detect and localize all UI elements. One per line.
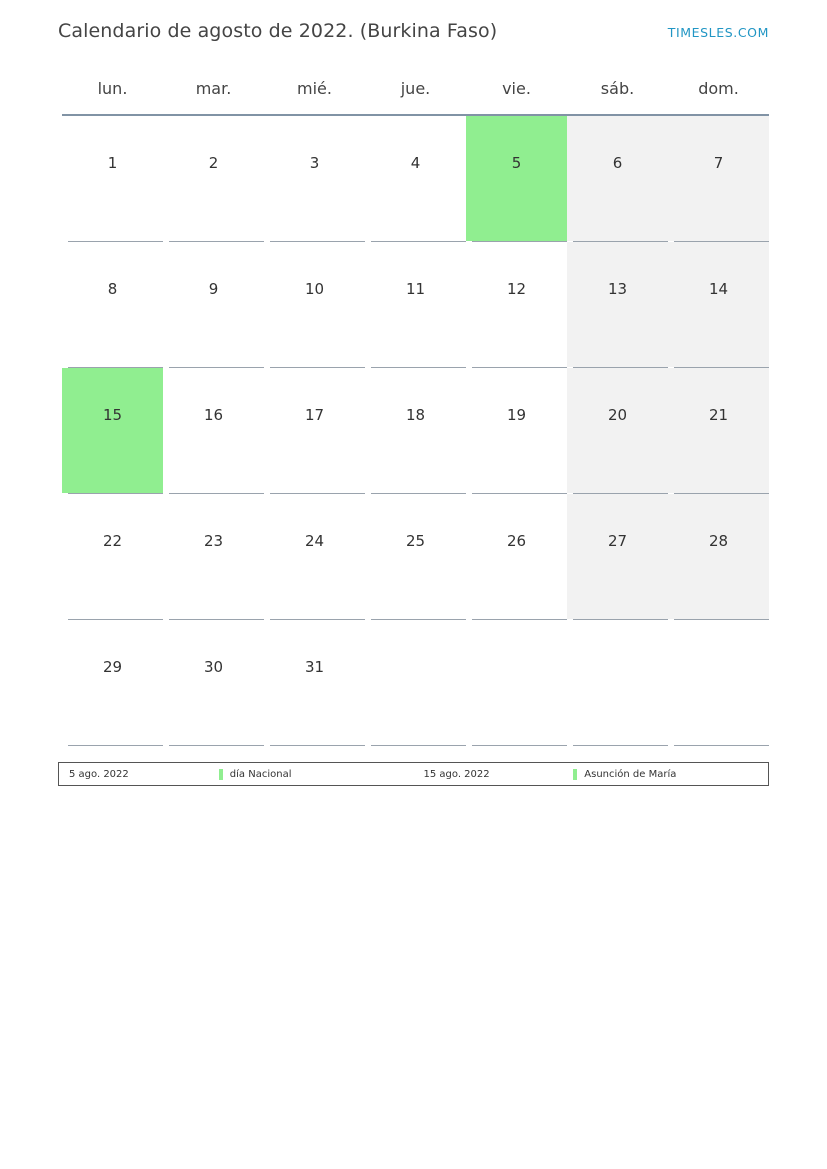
calendar-day-cell[interactable] — [163, 620, 264, 746]
day-number: 5 — [511, 154, 522, 172]
calendar-day-cell[interactable] — [264, 620, 365, 746]
day-number: 7 — [713, 154, 724, 172]
day-number: 22 — [102, 532, 123, 550]
day-number: 21 — [708, 406, 729, 424]
day-number: 23 — [203, 532, 224, 550]
weekday-header: sáb. — [567, 78, 668, 115]
calendar-day-cell[interactable] — [567, 242, 668, 368]
day-number — [466, 620, 567, 660]
day-number: 8 — [107, 280, 118, 298]
calendar-week-row — [62, 115, 769, 242]
calendar-day-cell[interactable] — [668, 242, 769, 368]
day-number: 29 — [102, 658, 123, 676]
day-number: 3 — [309, 154, 320, 172]
day-number: 4 — [410, 154, 421, 172]
calendar-day-cell[interactable] — [365, 368, 466, 494]
calendar-day-cell[interactable] — [466, 115, 567, 242]
calendar-day-cell[interactable] — [163, 494, 264, 620]
calendar-day-cell[interactable] — [163, 242, 264, 368]
calendar-cell-empty — [567, 620, 668, 746]
calendar-day-cell[interactable] — [466, 242, 567, 368]
calendar-day-cell[interactable] — [163, 115, 264, 242]
day-number: 26 — [506, 532, 527, 550]
day-number: 27 — [607, 532, 628, 550]
day-number: 17 — [304, 406, 325, 424]
calendar-day-cell[interactable] — [264, 115, 365, 242]
calendar-day-cell[interactable] — [62, 242, 163, 368]
holiday-legend — [58, 762, 769, 786]
calendar-day-cell[interactable] — [466, 494, 567, 620]
calendar-day-cell[interactable] — [365, 494, 466, 620]
calendar-container — [62, 78, 765, 746]
legend-label: día Nacional — [229, 768, 292, 780]
calendar-day-cell[interactable] — [668, 368, 769, 494]
calendar-day-cell[interactable] — [264, 242, 365, 368]
calendar-day-cell[interactable] — [668, 115, 769, 242]
day-number — [567, 620, 668, 660]
day-number: 15 — [102, 406, 123, 424]
weekday-header: mar. — [163, 78, 264, 115]
weekday-header: jue. — [365, 78, 466, 115]
day-number: 16 — [203, 406, 224, 424]
legend-date: 5 ago. 2022 — [69, 768, 129, 780]
day-number: 25 — [405, 532, 426, 550]
calendar-day-cell[interactable] — [365, 115, 466, 242]
calendar-day-cell[interactable] — [264, 368, 365, 494]
calendar-day-cell[interactable] — [567, 115, 668, 242]
calendar-day-cell[interactable] — [62, 494, 163, 620]
holiday-color-swatch — [219, 769, 223, 780]
day-number: 18 — [405, 406, 426, 424]
calendar-day-cell[interactable] — [365, 242, 466, 368]
day-number: 1 — [107, 154, 118, 172]
day-number: 30 — [203, 658, 224, 676]
day-number: 14 — [708, 280, 729, 298]
calendar-body — [62, 115, 769, 746]
calendar-day-cell[interactable] — [567, 494, 668, 620]
calendar-day-cell[interactable] — [62, 620, 163, 746]
day-number: 12 — [506, 280, 527, 298]
weekday-header: dom. — [668, 78, 769, 115]
site-brand[interactable]: TIMESLES.COM — [667, 25, 769, 40]
calendar-day-cell[interactable] — [668, 494, 769, 620]
day-number — [365, 620, 466, 660]
calendar-day-cell[interactable] — [62, 368, 163, 494]
day-number: 28 — [708, 532, 729, 550]
weekday-header: mié. — [264, 78, 365, 115]
calendar-week-row — [62, 620, 769, 746]
calendar-day-cell[interactable] — [466, 368, 567, 494]
calendar-head — [62, 78, 769, 115]
calendar-week-row — [62, 242, 769, 368]
calendar-day-cell[interactable] — [567, 368, 668, 494]
day-number: 24 — [304, 532, 325, 550]
calendar-day-cell[interactable] — [163, 368, 264, 494]
day-number: 6 — [612, 154, 623, 172]
day-number: 31 — [304, 658, 325, 676]
day-number: 9 — [208, 280, 219, 298]
page-header — [0, 0, 827, 42]
day-number: 10 — [304, 280, 325, 298]
holiday-color-swatch — [573, 769, 577, 780]
calendar-cell-empty — [365, 620, 466, 746]
day-number — [668, 620, 769, 660]
calendar-table — [62, 78, 769, 746]
day-number: 13 — [607, 280, 628, 298]
calendar-week-row — [62, 368, 769, 494]
weekday-header: lun. — [62, 78, 163, 115]
legend-date: 15 ago. 2022 — [423, 768, 490, 780]
day-number: 2 — [208, 154, 219, 172]
day-number: 20 — [607, 406, 628, 424]
legend-entry — [563, 769, 768, 780]
day-number: 19 — [506, 406, 527, 424]
legend-entry — [209, 769, 414, 780]
page-title: Calendario de agosto de 2022. (Burkina Faso) — [58, 20, 498, 42]
weekday-header: vie. — [466, 78, 567, 115]
weekday-header-row — [62, 78, 769, 115]
calendar-day-cell[interactable] — [264, 494, 365, 620]
calendar-week-row — [62, 494, 769, 620]
calendar-day-cell[interactable] — [62, 115, 163, 242]
calendar-cell-empty — [466, 620, 567, 746]
day-number: 11 — [405, 280, 426, 298]
legend-label: Asunción de María — [584, 768, 677, 780]
calendar-cell-empty — [668, 620, 769, 746]
